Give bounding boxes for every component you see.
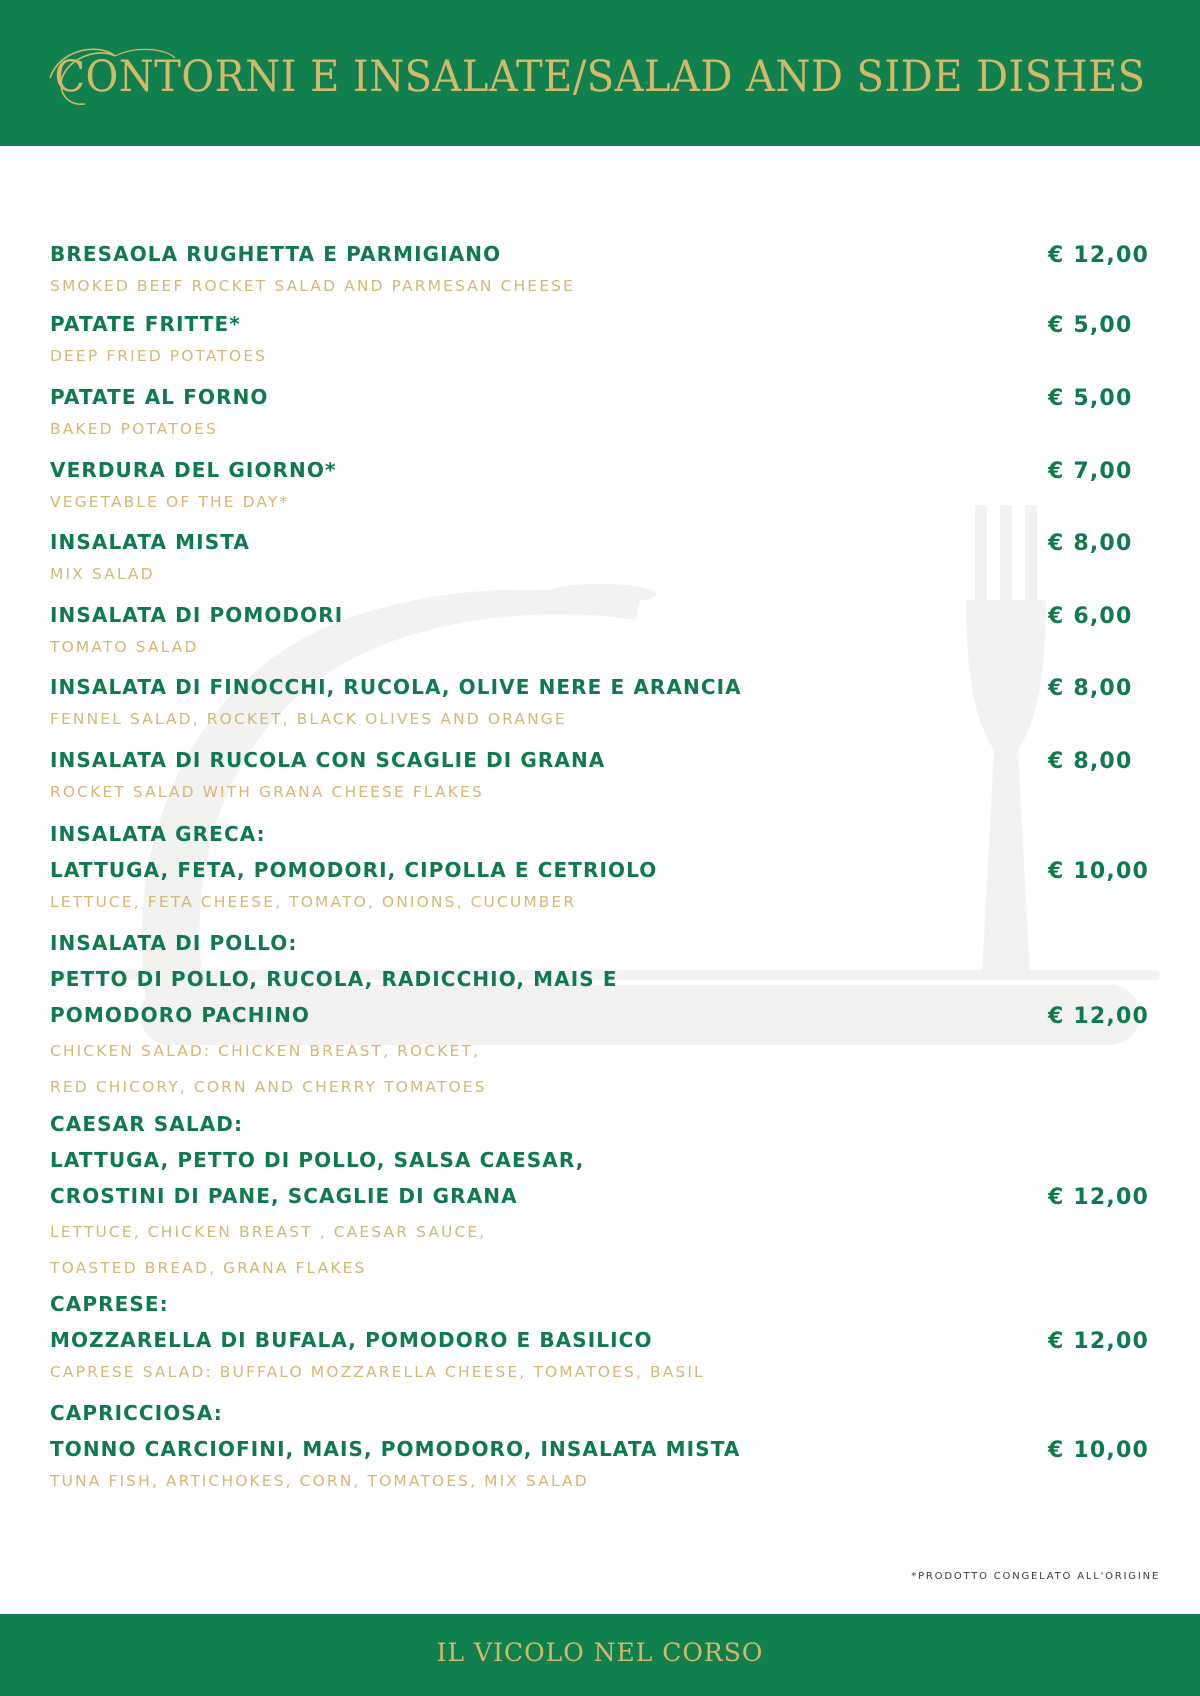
menu-item — [50, 669, 1160, 737]
dish-name: INSALATA DI POLLO: — [50, 931, 298, 955]
dish-name: INSALATA DI POMODORI — [50, 603, 344, 627]
dish-name: VERDURA DEL GIORNO* — [50, 458, 337, 482]
menu-item — [50, 816, 1160, 920]
dish-name: PATATE FRITTE* — [50, 312, 241, 336]
dish-price: € 12,00 — [1048, 1185, 1149, 1210]
menu-item — [50, 306, 1160, 374]
dish-name: CAPRESE: — [50, 1292, 169, 1316]
dish-ingredients: LATTUGA, FETA, POMODORI, CIPOLLA E CETRIOLO — [50, 858, 658, 882]
dish-price: € 12,00 — [1048, 243, 1149, 268]
dish-price: € 10,00 — [1048, 1438, 1149, 1463]
dish-price: € 10,00 — [1048, 859, 1149, 884]
page-title: CONTORNI E INSALATE/SALAD AND SIDE DISHES — [54, 52, 1146, 102]
dish-translation: TOMATO SALAD — [50, 638, 199, 656]
dish-price: € 8,00 — [1048, 749, 1133, 774]
menu-item — [50, 1395, 1160, 1499]
dish-price: € 8,00 — [1048, 531, 1133, 556]
restaurant-name: IL VICOLO NEL CORSO — [436, 1638, 764, 1667]
dish-price: € 7,00 — [1048, 459, 1133, 484]
frozen-product-footnote: *PRODOTTO CONGELATO ALL'ORIGINE — [911, 1571, 1160, 1582]
dish-translation: MIX SALAD — [50, 565, 155, 583]
footer-band — [0, 1614, 1200, 1696]
dish-name: INSALATA DI FINOCCHI, RUCOLA, OLIVE NERE E ARANCIA — [50, 675, 742, 699]
menu-item — [50, 452, 1160, 520]
menu-item — [50, 597, 1160, 665]
dish-translation: CAPRESE SALAD: BUFFALO MOZZARELLA CHEESE, TOMATOES, BASIL — [50, 1363, 705, 1381]
dish-name: INSALATA MISTA — [50, 530, 250, 554]
dish-translation: FENNEL SALAD, ROCKET, BLACK OLIVES AND ORANGE — [50, 710, 567, 728]
dish-translation: TUNA FISH, ARTICHOKES, CORN, TOMATOES, MIX SALAD — [50, 1472, 589, 1490]
dish-translation: CHICKEN SALAD: CHICKEN BREAST, ROCKET, — [50, 1042, 481, 1060]
menu-item — [50, 1286, 1160, 1390]
dish-name: INSALATA GRECA: — [50, 822, 266, 846]
dish-translation: ROCKET SALAD WITH GRANA CHEESE FLAKES — [50, 783, 484, 801]
dish-translation: SMOKED BEEF ROCKET SALAD AND PARMESAN CHEESE — [50, 277, 575, 295]
menu-item — [50, 236, 1160, 304]
dish-price: € 8,00 — [1048, 676, 1133, 701]
dish-name: BRESAOLA RUGHETTA E PARMIGIANO — [50, 242, 502, 266]
dish-translation: BAKED POTATOES — [50, 420, 218, 438]
menu-item — [50, 524, 1160, 592]
menu-item — [50, 742, 1160, 810]
menu-item — [50, 925, 1160, 1105]
dish-ingredients: POMODORO PACHINO — [50, 1003, 311, 1027]
dish-price: € 5,00 — [1048, 313, 1133, 338]
menu-item — [50, 1106, 1160, 1286]
dish-translation: TOASTED BREAD, GRANA FLAKES — [50, 1259, 367, 1277]
dish-name: PATATE AL FORNO — [50, 385, 269, 409]
dish-ingredients: MOZZARELLA DI BUFALA, POMODORO E BASILICO — [50, 1328, 653, 1352]
dish-price: € 12,00 — [1048, 1329, 1149, 1354]
dish-translation: LETTUCE, CHICKEN BREAST , CAESAR SAUCE, — [50, 1223, 487, 1241]
dish-ingredients: PETTO DI POLLO, RUCOLA, RADICCHIO, MAIS E — [50, 967, 618, 991]
dish-price: € 6,00 — [1048, 604, 1133, 629]
dish-ingredients: LATTUGA, PETTO DI POLLO, SALSA CAESAR, — [50, 1148, 585, 1172]
dish-translation: VEGETABLE OF THE DAY* — [50, 493, 290, 511]
menu-item — [50, 379, 1160, 447]
dish-translation: RED CHICORY, CORN AND CHERRY TOMATOES — [50, 1078, 487, 1096]
dish-ingredients: CROSTINI DI PANE, SCAGLIE DI GRANA — [50, 1184, 518, 1208]
dish-translation: DEEP FRIED POTATOES — [50, 347, 268, 365]
dish-ingredients: TONNO CARCIOFINI, MAIS, POMODORO, INSALATA MISTA — [50, 1437, 741, 1461]
dish-name: INSALATA DI RUCOLA CON SCAGLIE DI GRANA — [50, 748, 606, 772]
dish-name: CAPRICCIOSA: — [50, 1401, 223, 1425]
dish-price: € 12,00 — [1048, 1004, 1149, 1029]
dish-translation: LETTUCE, FETA CHEESE, TOMATO, ONIONS, CUCUMBER — [50, 893, 577, 911]
dish-price: € 5,00 — [1048, 386, 1133, 411]
dish-name: CAESAR SALAD: — [50, 1112, 244, 1136]
